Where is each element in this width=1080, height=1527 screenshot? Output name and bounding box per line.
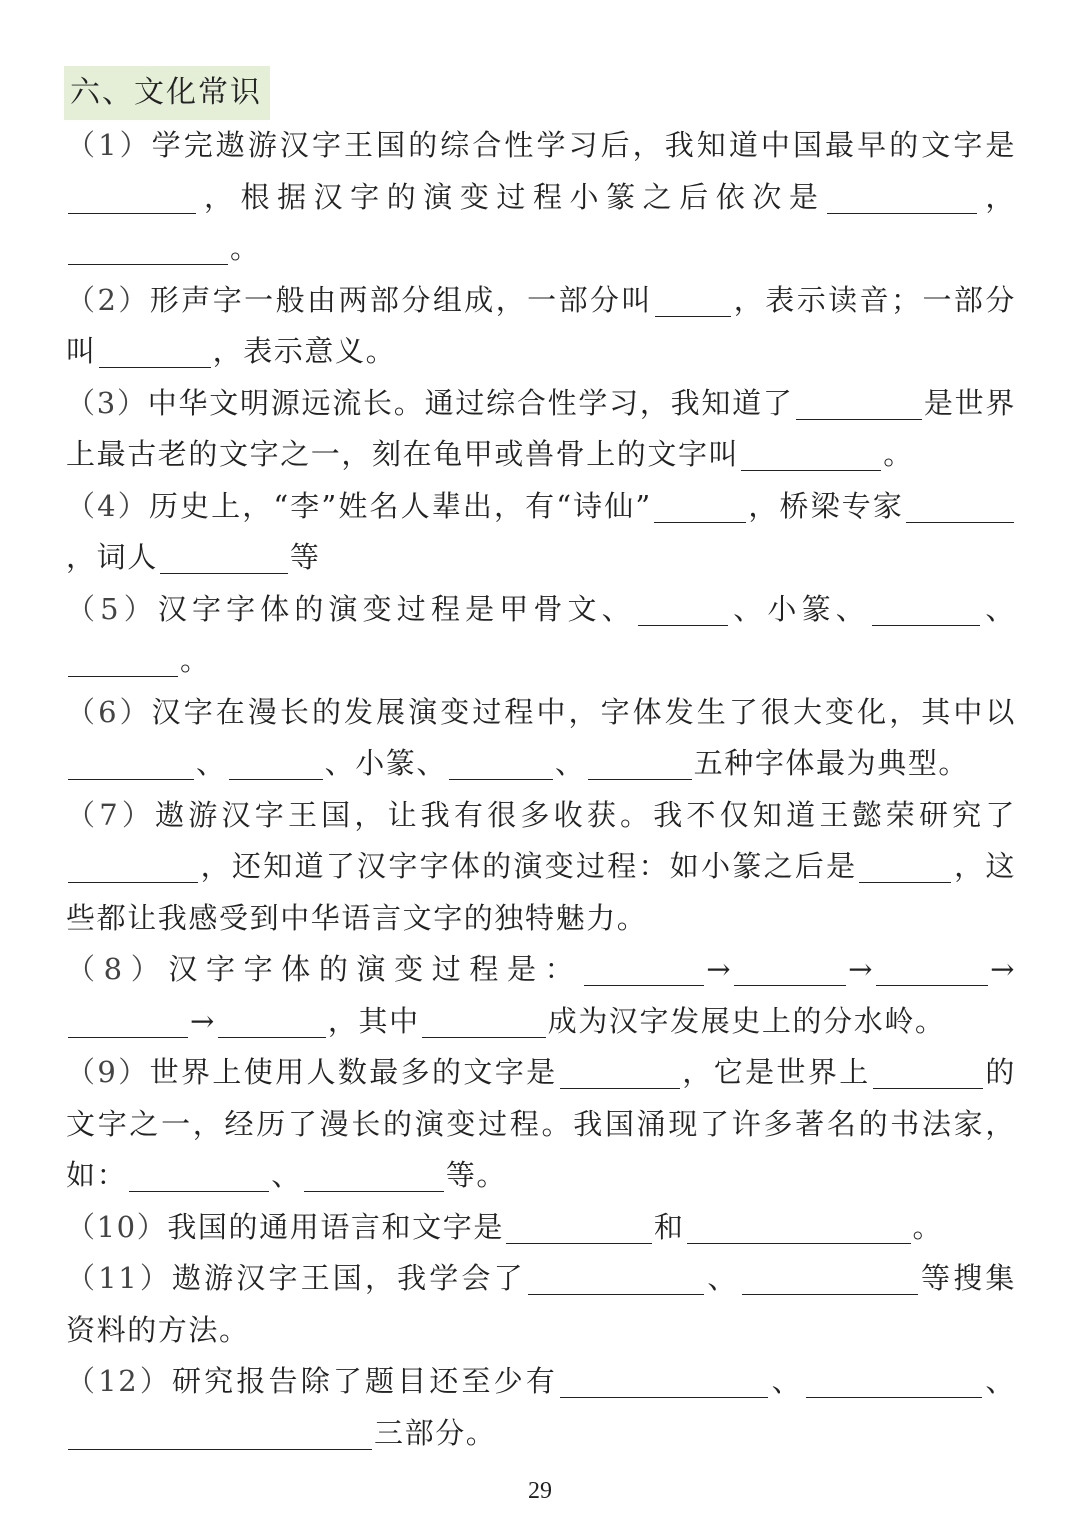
question-text: 、 bbox=[271, 1158, 302, 1192]
question-7 bbox=[66, 790, 1016, 945]
question-number: （4） bbox=[66, 488, 149, 523]
blank[interactable] bbox=[229, 749, 323, 780]
question-number: （3） bbox=[66, 385, 148, 420]
blank[interactable] bbox=[741, 440, 881, 471]
question-8 bbox=[66, 944, 1016, 1047]
question-4 bbox=[66, 481, 1016, 584]
question-text: 是世界上最古老的文字之一，刻在龟甲或兽骨上的文字叫 bbox=[66, 385, 1016, 471]
blank[interactable] bbox=[160, 543, 288, 574]
question-text: ，表示读音；一部分叫 bbox=[66, 282, 1016, 368]
question-number: （1） bbox=[66, 128, 152, 162]
question-text: 、 bbox=[770, 1364, 804, 1398]
question-list bbox=[66, 120, 1016, 1459]
question-text: 、 bbox=[555, 746, 586, 780]
question-text: 。 bbox=[180, 643, 211, 677]
question-text: 我国的通用语言和文字是 bbox=[167, 1209, 504, 1244]
question-text: ，根据汉字的演变过程小篆之后依次是 bbox=[198, 179, 826, 214]
question-text: 成为汉字发展史上的分水岭。 bbox=[547, 1003, 946, 1038]
question-text: ，其中 bbox=[327, 1003, 420, 1038]
blank[interactable] bbox=[68, 234, 228, 265]
question-9 bbox=[66, 1047, 1016, 1202]
blank[interactable] bbox=[68, 1007, 188, 1038]
question-text: 汉字字体的演变过程是： bbox=[168, 952, 583, 986]
question-text: 。 bbox=[883, 437, 914, 471]
question-number: （5） bbox=[66, 591, 158, 626]
question-text: 、 bbox=[983, 1364, 1016, 1398]
blank[interactable] bbox=[560, 1367, 768, 1398]
question-2 bbox=[66, 275, 1016, 378]
question-number: （10） bbox=[66, 1209, 168, 1244]
question-10 bbox=[66, 1202, 1016, 1254]
blank[interactable] bbox=[873, 1058, 983, 1089]
question-text: 三部分。 bbox=[374, 1415, 497, 1450]
blank[interactable] bbox=[68, 183, 196, 214]
question-text: ，词人 bbox=[66, 540, 158, 574]
question-number: （6） bbox=[66, 694, 152, 729]
question-text: ，它是世界上 bbox=[681, 1055, 871, 1089]
blank[interactable] bbox=[655, 286, 731, 317]
blank[interactable] bbox=[68, 1419, 372, 1450]
question-11 bbox=[66, 1253, 1016, 1356]
question-text: 、小篆、 bbox=[729, 591, 870, 626]
question-text: ，桥梁专家 bbox=[747, 488, 904, 523]
blank[interactable] bbox=[584, 955, 704, 986]
question-text: 遨游汉字王国，让我有很多收获。我不仅知道王懿荣研究了 bbox=[155, 797, 1016, 832]
blank[interactable] bbox=[806, 1367, 982, 1398]
blank[interactable] bbox=[638, 595, 728, 626]
question-text: 的文字之一，经历了漫长的演变过程。我国涌现了许多著名的书法家，如： bbox=[66, 1055, 1016, 1192]
question-text: 、 bbox=[196, 746, 227, 780]
question-1 bbox=[66, 120, 1016, 275]
question-text: 等 bbox=[289, 540, 321, 574]
blank[interactable] bbox=[304, 1161, 444, 1192]
blank[interactable] bbox=[859, 852, 951, 883]
blank[interactable] bbox=[734, 955, 846, 986]
blank[interactable] bbox=[129, 1161, 269, 1192]
question-text: 、 bbox=[705, 1261, 740, 1295]
question-number: （7） bbox=[66, 797, 156, 832]
blank[interactable] bbox=[872, 595, 980, 626]
question-number: （2） bbox=[66, 282, 150, 317]
blank[interactable] bbox=[796, 389, 922, 420]
blank[interactable] bbox=[449, 749, 553, 780]
blank[interactable] bbox=[827, 183, 977, 214]
question-text: 等搜集资料的方法。 bbox=[66, 1261, 1016, 1347]
question-text: ，表示意义。 bbox=[212, 334, 397, 368]
question-text: 、小篆、 bbox=[324, 746, 448, 780]
question-number: （11） bbox=[66, 1261, 172, 1295]
question-number: （8） bbox=[66, 952, 169, 986]
question-text: ， bbox=[979, 179, 1016, 214]
blank[interactable] bbox=[68, 646, 178, 677]
question-text: ，这些都让我感受到中华语言文字的独特魅力。 bbox=[66, 849, 1017, 935]
question-text: 和 bbox=[653, 1209, 685, 1244]
question-text: 遨游汉字王国，我学会了 bbox=[171, 1261, 526, 1295]
page-number: 29 bbox=[528, 1478, 552, 1504]
blank[interactable] bbox=[99, 337, 211, 368]
blank[interactable] bbox=[560, 1058, 680, 1089]
blank[interactable] bbox=[742, 1264, 918, 1295]
blank[interactable] bbox=[68, 749, 194, 780]
blank[interactable] bbox=[876, 955, 988, 986]
question-number: （9） bbox=[66, 1055, 150, 1089]
question-text: 、 bbox=[981, 591, 1016, 626]
blank[interactable] bbox=[687, 1213, 911, 1244]
question-text: 五种字体最为典型。 bbox=[693, 746, 970, 780]
question-text: 世界上使用人数最多的文字是 bbox=[149, 1055, 558, 1089]
blank[interactable] bbox=[68, 852, 198, 883]
question-text: 等。 bbox=[445, 1158, 508, 1192]
blank[interactable] bbox=[506, 1213, 652, 1244]
arrow: → bbox=[848, 952, 875, 986]
question-text: 汉字在漫长的发展演变过程中，字体发生了很大变化，其中以 bbox=[151, 694, 1016, 729]
blank[interactable] bbox=[588, 749, 692, 780]
arrow: → bbox=[190, 1003, 216, 1038]
blank[interactable] bbox=[528, 1264, 704, 1295]
question-text: 汉字字体的演变过程是甲骨文、 bbox=[157, 591, 636, 626]
arrow: → bbox=[990, 952, 1016, 986]
blank[interactable] bbox=[218, 1007, 326, 1038]
blank[interactable] bbox=[906, 492, 1014, 523]
question-6 bbox=[66, 687, 1016, 790]
arrow: → bbox=[706, 952, 733, 986]
question-text: 。 bbox=[912, 1209, 944, 1244]
question-12 bbox=[66, 1356, 1016, 1459]
question-text: 形声字一般由两部分组成，一部分叫 bbox=[149, 282, 653, 317]
blank[interactable] bbox=[654, 492, 746, 523]
question-text: 中华文明源远流长。通过综合性学习，我知道了 bbox=[147, 385, 794, 420]
question-text: 学完遨游汉字王国的综合性学习后，我知道中国最早的文字是 bbox=[151, 128, 1016, 162]
question-text: 。 bbox=[230, 231, 261, 265]
question-number: （12） bbox=[66, 1364, 173, 1398]
question-text: 研究报告除了题目还至少有 bbox=[172, 1364, 559, 1398]
question-5 bbox=[66, 584, 1016, 687]
section-heading: 六、文化常识 bbox=[64, 66, 270, 120]
blank[interactable] bbox=[422, 1007, 546, 1038]
question-text: ，还知道了汉字字体的演变过程：如小篆之后是 bbox=[200, 849, 858, 883]
question-3 bbox=[66, 378, 1016, 481]
question-text: 历史上，“李”姓名人辈出，有“诗仙” bbox=[148, 488, 652, 523]
